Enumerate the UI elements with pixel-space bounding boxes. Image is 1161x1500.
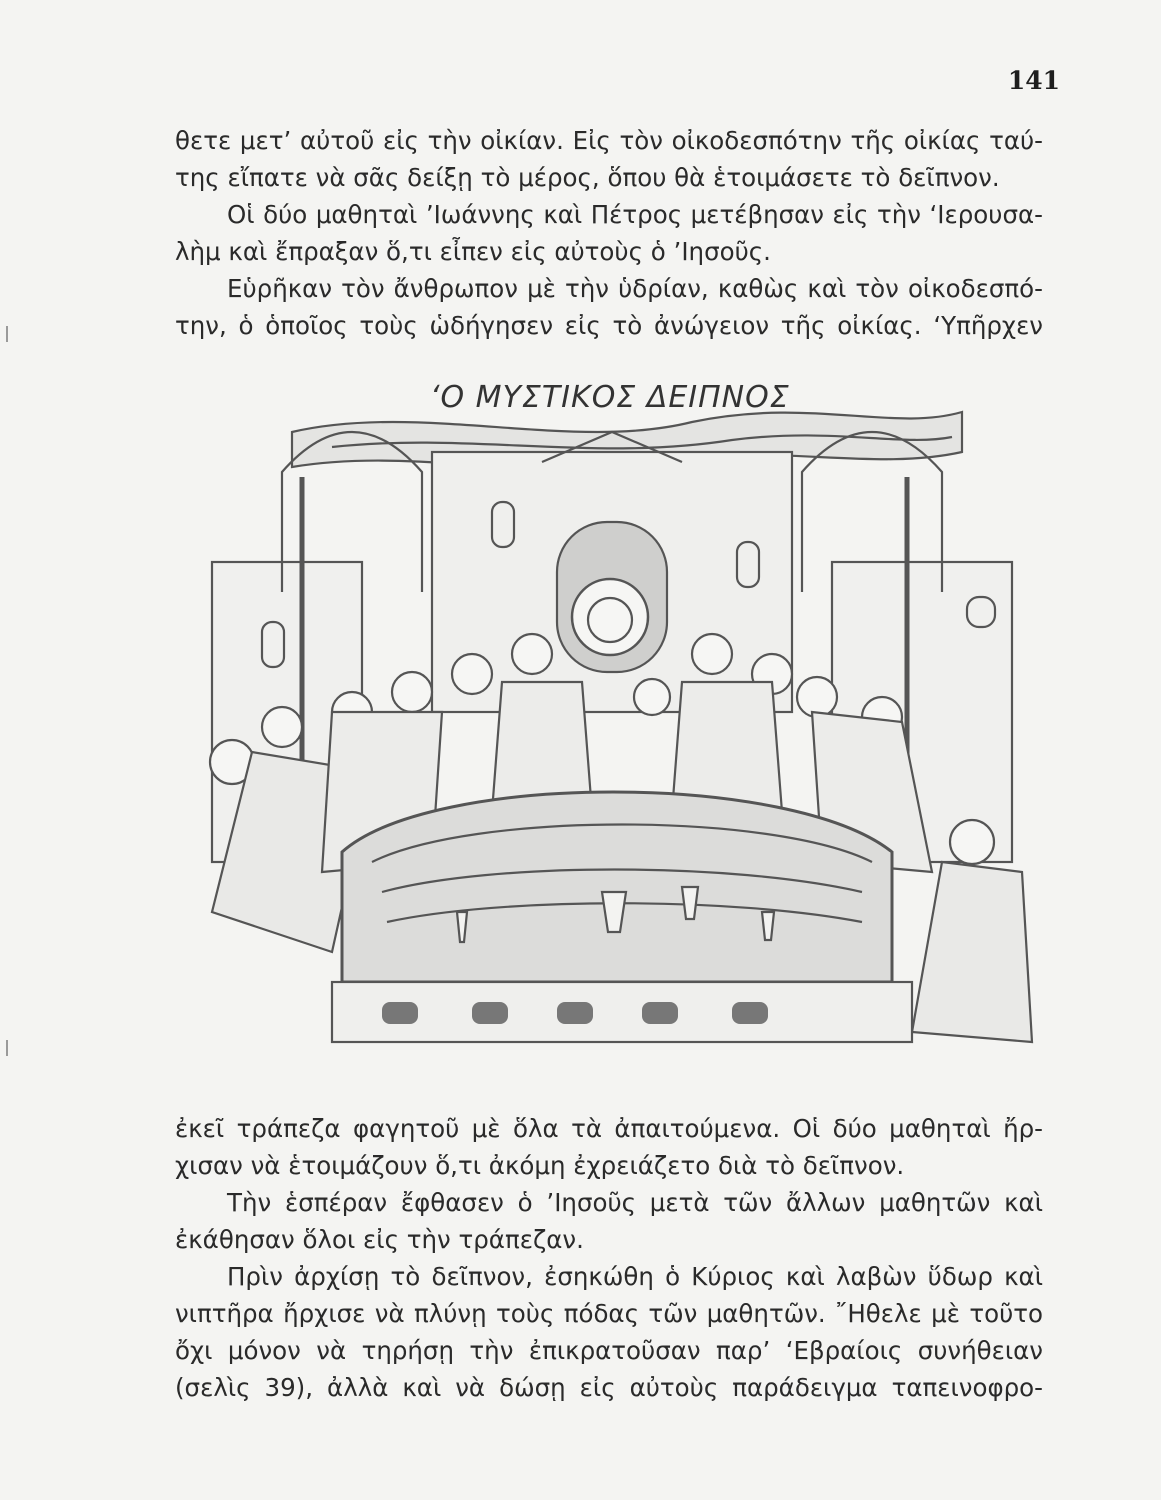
text-line: Τὴν ἑσπέραν ἔφθασεν ὁ ’Ιησοῦς μετὰ τῶν ἄλλων μαθητῶν καὶ [227,1188,1043,1217]
text-line: ὄχι μόνον νὰ τηρήσῃ τὴν ἐπικρατοῦσαν παρ’ ‘Εβραίοις συνήθειαν [175,1336,1043,1365]
page-number: 141 [1007,66,1060,95]
text-line: την, ὁ ὁποῖος τοὺς ὡδήγησεν εἰς τὸ ἀνώγειον τῆς οἰκίας. ‘Υπῆρχεν [175,311,1043,340]
text-line: νιπτῆρα ἤρχισε νὰ πλύνῃ τοὺς πόδας τῶν μαθητῶν. ῎Ηθελε μὲ τοῦτο [175,1299,1043,1328]
top-text-block [175,122,1043,344]
bottom-text-block [175,1110,1043,1406]
text-line: της εἴπατε νὰ σᾶς δείξῃ τὸ μέρος, ὅπου θὰ ἑτοιμάσετε τὸ δεῖπνον. [175,163,1000,192]
text-line: χισαν νὰ ἑτοιμάζουν ὅ,τι ἀκόμη ἐχρειάζετο διὰ τὸ δεῖπνον. [175,1151,905,1180]
text-line: Οἱ δύο μαθηταὶ ’Ιωάννης καὶ Πέτρος μετέβησαν εἰς τὴν ‘Ιερουσα- [227,200,1043,229]
illustration-caption: ‘Ο ΜΥΣΤΙΚΟΣ ΔΕΙΠΝΟΣ [430,380,790,415]
text-line: ἐκάθησαν ὅλοι εἰς τὴν τράπεζαν. [175,1225,584,1254]
text-line: (σελὶς 39), ἀλλὰ καὶ νὰ δώσῃ εἰς αὐτοὺς παράδειγμα ταπεινοφρο- [175,1373,1043,1402]
last-supper-illustration [172,392,1052,1092]
text-line: ἐκεῖ τράπεζα φαγητοῦ μὲ ὅλα τὰ ἀπαιτούμενα. Οἱ δύο μαθηταὶ ἤρ- [175,1114,1043,1143]
text-line: θετε μετ’ αὐτοῦ εἰς τὴν οἰκίαν. Εἰς τὸν οἰκοδεσπότην τῆς οἰκίας ταύ- [175,126,1043,155]
text-line: Εὑρῆκαν τὸν ἄνθρωπον μὲ τὴν ὑδρίαν, καθὼς καὶ τὸν οἰκοδεσπό- [227,274,1043,303]
text-line: λὴμ καὶ ἔπραξαν ὅ,τι εἶπεν εἰς αὐτοὺς ὁ ’Ιησοῦς. [175,237,771,266]
margin-mark [6,1040,8,1056]
margin-mark [6,326,8,342]
text-line: Πρὶν ἀρχίσῃ τὸ δεῖπνον, ἐσηκώθη ὁ Κύριος καὶ λαβὼν ὕδωρ καὶ [227,1262,1043,1291]
